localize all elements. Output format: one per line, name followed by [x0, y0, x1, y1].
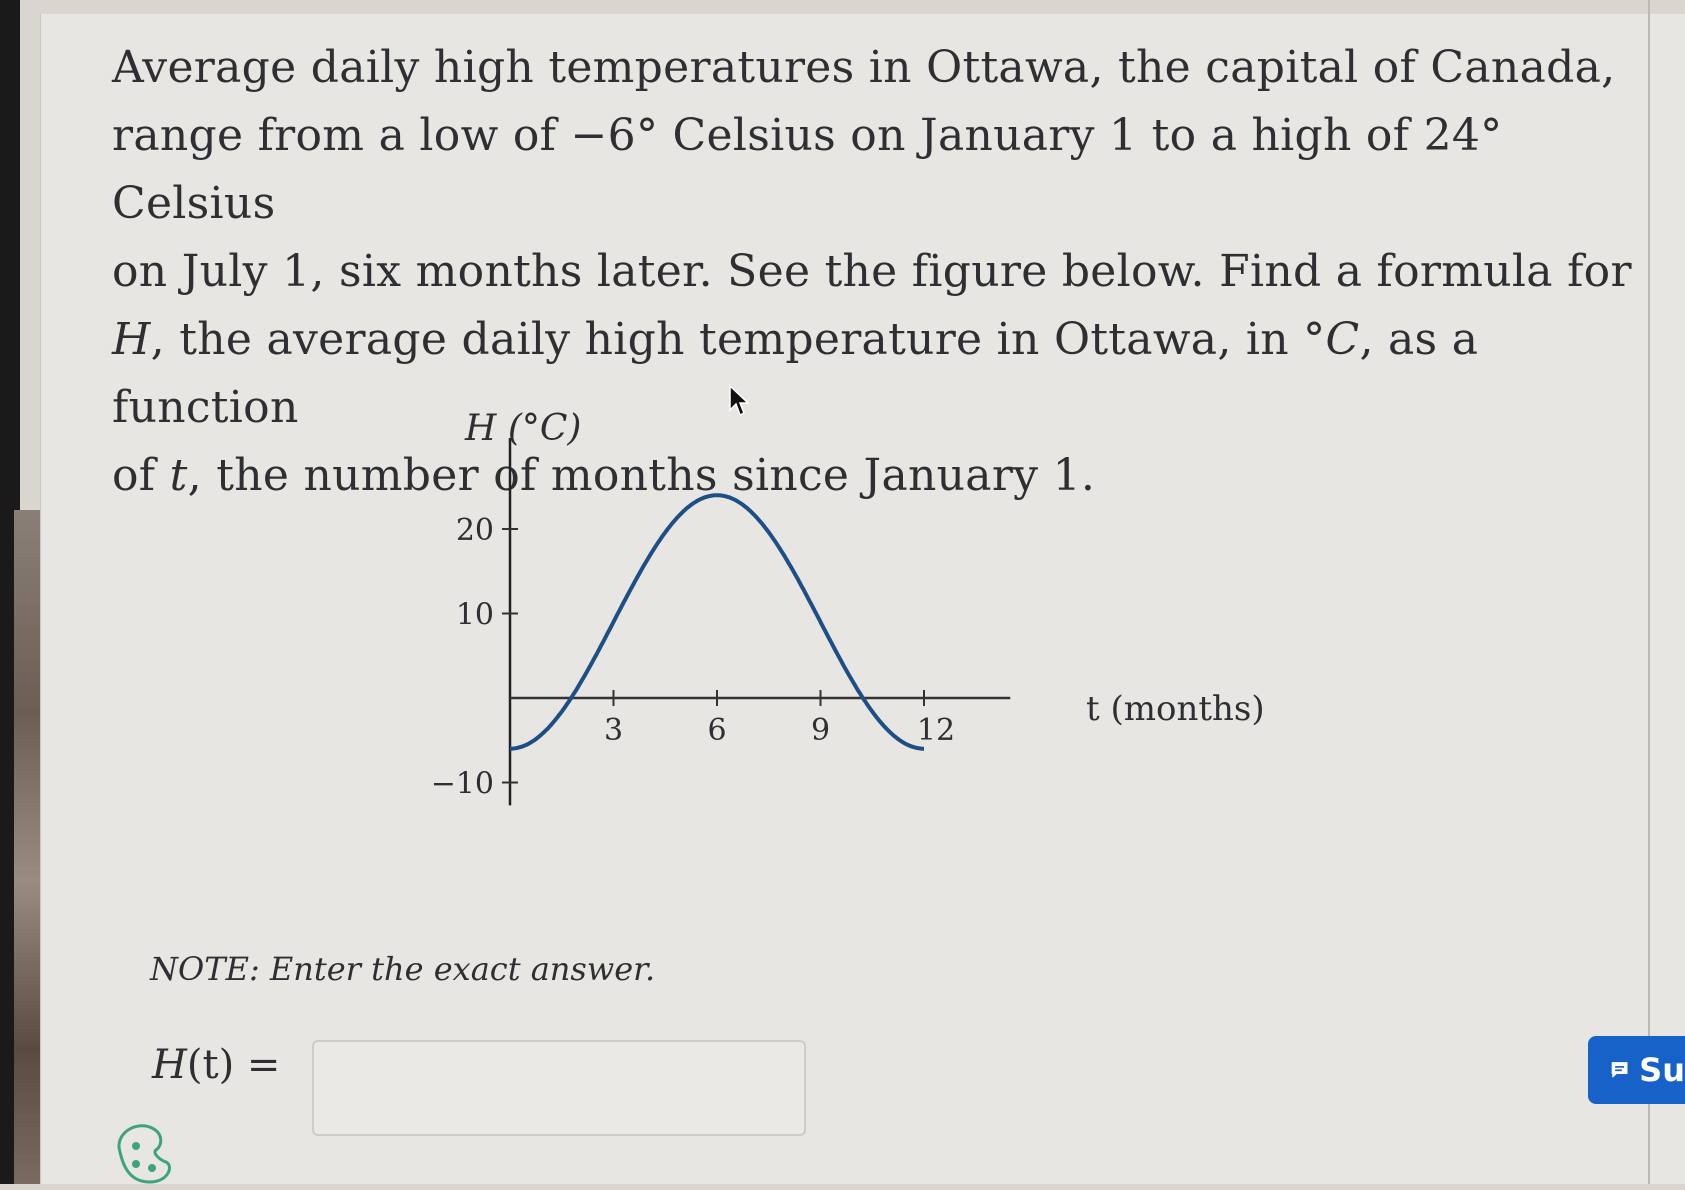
var-H: H	[112, 314, 151, 365]
answer-input[interactable]	[312, 1040, 806, 1136]
x-tick-label: 3	[603, 713, 624, 748]
x-tick-label: 9	[810, 713, 831, 748]
unit-C: C	[1325, 314, 1360, 365]
problem-line-5-pre: of	[112, 450, 170, 501]
x-axis-label: t (months)	[1086, 689, 1265, 729]
answer-label	[152, 1042, 280, 1088]
curve-layer	[510, 495, 924, 749]
y-tick-label: 20	[455, 513, 494, 548]
answer-label-rest: (t) =	[186, 1042, 281, 1088]
submit-label: Su	[1639, 1051, 1685, 1089]
math-palette-icon[interactable]	[106, 1112, 184, 1190]
problem-line-4-end: , as a function	[112, 314, 1479, 433]
problem-line-3: on July 1, six months later. See the figure below. Find a formula for	[112, 246, 1632, 297]
temperature-graph	[420, 380, 1340, 900]
x-tick-label: 12	[916, 713, 956, 748]
submit-button[interactable]	[1588, 1036, 1685, 1104]
y-axis-label: H (°C)	[465, 408, 582, 449]
var-t: t	[169, 450, 188, 501]
temperature-curve	[510, 495, 924, 749]
x-tick-label: 6	[707, 713, 727, 748]
y-tick-label: −10	[430, 766, 494, 802]
problem-line-4-text: , the average daily high temperature in Ottawa, in °	[150, 314, 1326, 365]
chat-icon	[1610, 1053, 1629, 1087]
axes	[510, 438, 1010, 805]
problem-line-5-text: , the number of months since January 1.	[187, 450, 1096, 501]
y-tick-label: 10	[455, 597, 494, 633]
problem-line-2: range from a low of −6° Celsius on January 1 to a high of 24° Celsius	[112, 110, 1503, 229]
problem-line-1: Average daily high temperatures in Ottawa, the capital of Canada,	[112, 42, 1616, 93]
page-right-border	[1648, 0, 1650, 1184]
answer-label-var: H	[152, 1042, 187, 1088]
note-text: NOTE: Enter the exact answer.	[150, 950, 656, 988]
